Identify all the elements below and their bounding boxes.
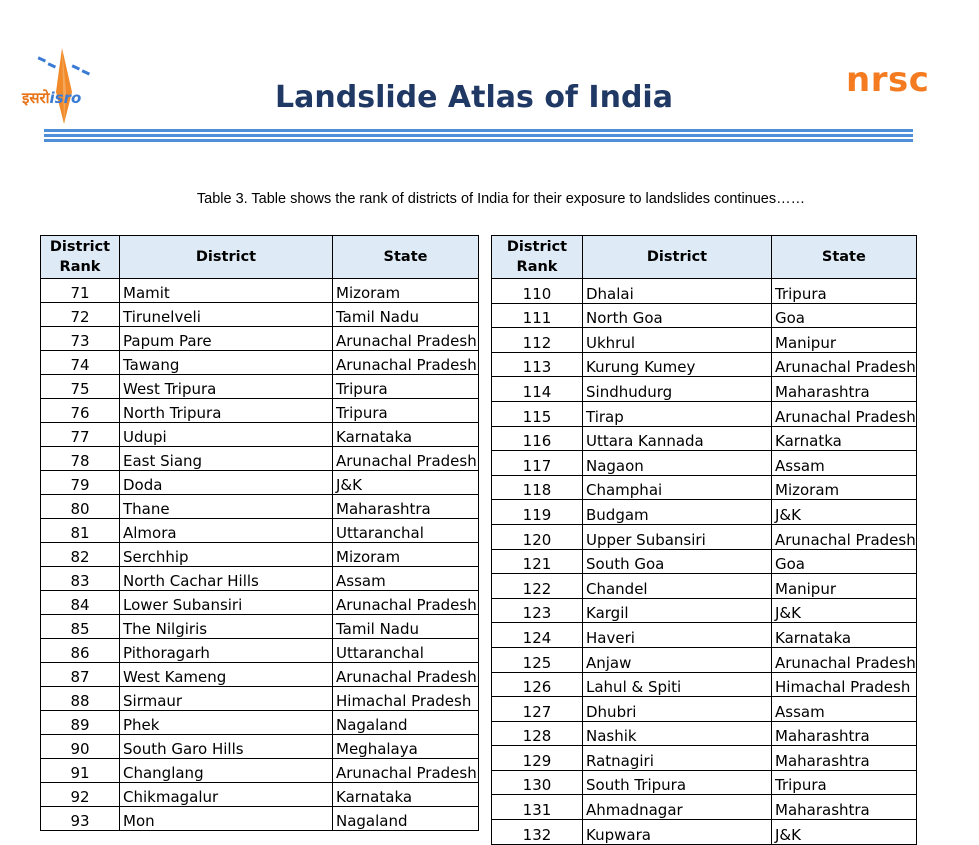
table-row [492, 352, 917, 377]
rank-cell: 124 [492, 623, 583, 648]
state-cell: Mizoram [333, 543, 479, 567]
state-header: State [333, 236, 479, 279]
rank-cell: 118 [492, 475, 583, 500]
district-cell: Udupi [120, 423, 333, 447]
table-row [492, 574, 917, 599]
table-row [41, 663, 479, 687]
rank-cell: 71 [41, 279, 120, 303]
state-cell: J&K [772, 598, 917, 623]
table-row [41, 783, 479, 807]
header-rule-top [44, 129, 913, 132]
table-caption: Table 3. Table shows the rank of districts of India for their exposure to landslides continues…… [196, 191, 806, 207]
state-cell: Arunachal Pradesh [772, 401, 917, 426]
district-cell: Champhai [583, 475, 772, 500]
rank-cell: 79 [41, 471, 120, 495]
district-cell: North Tripura [120, 399, 333, 423]
table-header-row [41, 236, 479, 279]
state-cell: Tamil Nadu [333, 615, 479, 639]
table-row [492, 401, 917, 426]
district-cell: Phek [120, 711, 333, 735]
rank-cell: 73 [41, 327, 120, 351]
district-cell: The Nilgiris [120, 615, 333, 639]
district-cell: Mamit [120, 279, 333, 303]
state-cell: Karnataka [333, 423, 479, 447]
district-cell: East Siang [120, 447, 333, 471]
district-cell: Doda [120, 471, 333, 495]
rank-cell: 111 [492, 303, 583, 328]
district-cell: West Kameng [120, 663, 333, 687]
state-cell: Manipur [772, 574, 917, 599]
table-row [492, 426, 917, 451]
district-cell: Nagaon [583, 451, 772, 476]
table-row [492, 377, 917, 402]
rank-cell: 110 [492, 279, 583, 304]
state-cell: Manipur [772, 328, 917, 353]
district-cell: Sirmaur [120, 687, 333, 711]
district-cell: Anjaw [583, 647, 772, 672]
state-cell: Tripura [772, 770, 917, 795]
state-cell: Maharashtra [772, 721, 917, 746]
state-cell: Karnataka [333, 783, 479, 807]
state-cell: Arunachal Pradesh [772, 352, 917, 377]
state-cell: Arunachal Pradesh [333, 447, 479, 471]
table-header-row [492, 236, 917, 279]
state-cell: Tripura [333, 375, 479, 399]
district-header: District [583, 236, 772, 279]
rank-cell: 75 [41, 375, 120, 399]
table-row [492, 524, 917, 549]
rank-cell: 129 [492, 746, 583, 771]
nrsc-logo: nrsc [846, 60, 930, 100]
rank-cell: 132 [492, 820, 583, 845]
rank-cell: 123 [492, 598, 583, 623]
district-cell: Chandel [583, 574, 772, 599]
rank-header: District Rank [41, 236, 120, 279]
state-cell: Himachal Pradesh [772, 672, 917, 697]
rank-cell: 78 [41, 447, 120, 471]
state-cell: J&K [772, 500, 917, 525]
state-cell: Arunachal Pradesh [333, 351, 479, 375]
state-cell: J&K [333, 471, 479, 495]
rank-table-left [40, 235, 479, 831]
table-row [492, 647, 917, 672]
state-cell: Tripura [333, 399, 479, 423]
rank-cell: 82 [41, 543, 120, 567]
state-cell: Meghalaya [333, 735, 479, 759]
rank-cell: 86 [41, 639, 120, 663]
table-row [41, 639, 479, 663]
district-cell: South Goa [583, 549, 772, 574]
district-cell: Sindhudurg [583, 377, 772, 402]
district-cell: West Tripura [120, 375, 333, 399]
isro-latin: isro [49, 89, 82, 107]
table-row [492, 451, 917, 476]
district-cell: Kupwara [583, 820, 772, 845]
district-cell: Chikmagalur [120, 783, 333, 807]
table-row [492, 770, 917, 795]
rank-cell: 121 [492, 549, 583, 574]
rank-cell: 119 [492, 500, 583, 525]
district-header: District [120, 236, 333, 279]
rank-cell: 87 [41, 663, 120, 687]
state-cell: Nagaland [333, 711, 479, 735]
state-cell: Maharashtra [772, 746, 917, 771]
rank-cell: 92 [41, 783, 120, 807]
table-row [41, 495, 479, 519]
rank-cell: 72 [41, 303, 120, 327]
rank-cell: 122 [492, 574, 583, 599]
table-row [41, 567, 479, 591]
table-row [41, 519, 479, 543]
table-row [41, 423, 479, 447]
table-row [41, 375, 479, 399]
table-row [41, 543, 479, 567]
state-cell: Mizoram [333, 279, 479, 303]
state-cell: Maharashtra [772, 377, 917, 402]
state-cell: Karnatka [772, 426, 917, 451]
rank-cell: 131 [492, 795, 583, 820]
table-row [492, 820, 917, 845]
rank-cell: 114 [492, 377, 583, 402]
rank-cell: 80 [41, 495, 120, 519]
state-cell: Arunachal Pradesh [772, 524, 917, 549]
rank-cell: 81 [41, 519, 120, 543]
table-row [492, 549, 917, 574]
rank-cell: 120 [492, 524, 583, 549]
district-cell: Dhubri [583, 697, 772, 722]
rank-cell: 90 [41, 735, 120, 759]
district-cell: Mon [120, 807, 333, 831]
state-cell: Assam [333, 567, 479, 591]
district-cell: North Goa [583, 303, 772, 328]
isro-hindi: इसरो [22, 89, 50, 107]
table-row [41, 447, 479, 471]
table-row [492, 279, 917, 304]
district-cell: Nashik [583, 721, 772, 746]
district-cell: Serchhip [120, 543, 333, 567]
district-cell: Ukhrul [583, 328, 772, 353]
table-row [41, 615, 479, 639]
state-cell: Karnataka [772, 623, 917, 648]
table-row [41, 399, 479, 423]
state-cell: Tamil Nadu [333, 303, 479, 327]
rank-cell: 83 [41, 567, 120, 591]
rank-header: District Rank [492, 236, 583, 279]
header-rule-bottom [44, 139, 913, 142]
header-rule-mid [44, 134, 913, 137]
table-row [41, 711, 479, 735]
state-cell: Maharashtra [333, 495, 479, 519]
district-cell: South Tripura [583, 770, 772, 795]
district-cell: Ahmadnagar [583, 795, 772, 820]
rank-cell: 88 [41, 687, 120, 711]
state-cell: Goa [772, 549, 917, 574]
state-cell: Arunachal Pradesh [333, 759, 479, 783]
district-cell: Papum Pare [120, 327, 333, 351]
table-row [492, 303, 917, 328]
rank-cell: 117 [492, 451, 583, 476]
rank-cell: 128 [492, 721, 583, 746]
rank-cell: 89 [41, 711, 120, 735]
table-row [492, 623, 917, 648]
state-cell: Assam [772, 697, 917, 722]
district-cell: Haveri [583, 623, 772, 648]
rank-cell: 85 [41, 615, 120, 639]
rank-table-right [491, 235, 917, 845]
table-row [41, 759, 479, 783]
state-cell: Arunachal Pradesh [772, 647, 917, 672]
district-cell: Dhalai [583, 279, 772, 304]
table-row [492, 697, 917, 722]
table-row [492, 746, 917, 771]
table-row [41, 327, 479, 351]
district-cell: South Garo Hills [120, 735, 333, 759]
state-cell: J&K [772, 820, 917, 845]
table-row [41, 351, 479, 375]
district-cell: Lahul & Spiti [583, 672, 772, 697]
rank-cell: 127 [492, 697, 583, 722]
rank-cell: 115 [492, 401, 583, 426]
state-cell: Assam [772, 451, 917, 476]
state-cell: Tripura [772, 279, 917, 304]
district-cell: Tirap [583, 401, 772, 426]
district-cell: Pithoragarh [120, 639, 333, 663]
rank-cell: 91 [41, 759, 120, 783]
rank-cell: 112 [492, 328, 583, 353]
district-cell: Almora [120, 519, 333, 543]
state-cell: Goa [772, 303, 917, 328]
district-cell: Upper Subansiri [583, 524, 772, 549]
rank-cell: 113 [492, 352, 583, 377]
state-cell: Himachal Pradesh [333, 687, 479, 711]
rank-cell: 76 [41, 399, 120, 423]
district-cell: Tawang [120, 351, 333, 375]
table-row [41, 735, 479, 759]
state-cell: Maharashtra [772, 795, 917, 820]
district-cell: Kargil [583, 598, 772, 623]
table-row [41, 687, 479, 711]
district-cell: Thane [120, 495, 333, 519]
state-cell: Arunachal Pradesh [333, 663, 479, 687]
district-cell: Changlang [120, 759, 333, 783]
rank-cell: 130 [492, 770, 583, 795]
state-cell: Uttaranchal [333, 639, 479, 663]
state-cell: Arunachal Pradesh [333, 591, 479, 615]
state-cell: Nagaland [333, 807, 479, 831]
rank-cell: 116 [492, 426, 583, 451]
state-cell: Arunachal Pradesh [333, 327, 479, 351]
table-row [492, 721, 917, 746]
rank-cell: 84 [41, 591, 120, 615]
table-row [492, 598, 917, 623]
rank-cell: 125 [492, 647, 583, 672]
state-header: State [772, 236, 917, 279]
table-row [41, 807, 479, 831]
district-cell: Kurung Kumey [583, 352, 772, 377]
district-cell: Tirunelveli [120, 303, 333, 327]
district-cell: North Cachar Hills [120, 567, 333, 591]
table-row [492, 475, 917, 500]
state-cell: Mizoram [772, 475, 917, 500]
table-row [492, 328, 917, 353]
rank-cell: 74 [41, 351, 120, 375]
table-row [492, 500, 917, 525]
table-row [41, 303, 479, 327]
rank-cell: 126 [492, 672, 583, 697]
district-cell: Budgam [583, 500, 772, 525]
district-cell: Uttara Kannada [583, 426, 772, 451]
rank-cell: 77 [41, 423, 120, 447]
rank-cell: 93 [41, 807, 120, 831]
district-cell: Lower Subansiri [120, 591, 333, 615]
table-row [41, 471, 479, 495]
page-title: Landslide Atlas of India [275, 80, 673, 115]
table-row [492, 795, 917, 820]
table-row [492, 672, 917, 697]
state-cell: Uttaranchal [333, 519, 479, 543]
district-cell: Ratnagiri [583, 746, 772, 771]
table-row [41, 279, 479, 303]
table-row [41, 591, 479, 615]
